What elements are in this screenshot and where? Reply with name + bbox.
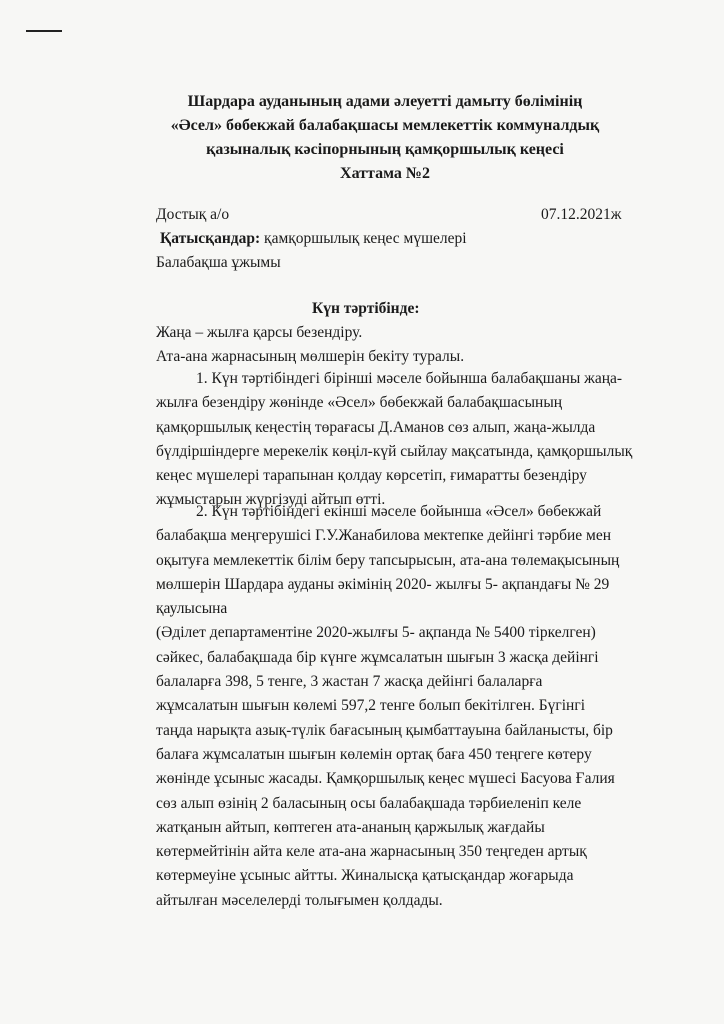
paragraph-2-line: 2. Күн тәртібіндегі екінші мәселе бойынша «Әсел» бөбекжай [196,503,602,520]
agenda-item-1: Жаңа – жылға қарсы безендіру. [156,324,363,341]
paragraph-2 [156,500,656,913]
paragraph-2-line: (Әділет департаментіне 2020-жылғы 5- ақпанда № 5400 тіркелген) [156,624,596,642]
paragraph-1-line: бүлдіршіндерге мерекелік көңіл-күй сыйлау мақсатында, қамқоршылық [156,442,633,460]
paragraph-2-line: оқытуға мемлекеттік білім беру тапсырысын, ата-ана төлемақысының [156,551,620,569]
paragraph-2-line: мөлшерін Шардара ауданы әкімінің 2020- жылғы 5- ақпандағы № 29 [156,575,610,593]
paragraph-2-line: жұмсалатын шығын көлемі 597,2 тенге болып бекітілген. Бүгінгі [156,697,586,715]
paragraph-1-line: кеңес мүшелері тарапынан қолдау көрсетіп, ғимаратты безендіру [156,467,587,485]
paragraph-2-line: жөнінде ұсыныс жасады. Қамқоршылық кеңес мүшесі Басуова Ғалия [156,770,615,788]
paragraph-1 [156,367,656,513]
header-line-2: «Әсел» бөбекжай балабақшасы мемлекеттік коммуналдық [170,117,600,134]
paragraph-1-line: жылға безендіру жөнінде «Әсел» бөбекжай балабақшасының [156,394,563,412]
agenda-heading: Күн тәртібінде: [312,300,420,317]
paragraph-2-line: балаға жұмсалатын шығын көлемін ортақ баға 450 теңгеге көтеру [156,745,592,763]
agenda-item-2: Ата-ана жарнасының мөлшерін бекіту туралы. [156,348,465,365]
paragraph-2-line: сөз алып өзінің 2 баласының осы балабақшада тәрбиеленіп келе [156,794,582,812]
document-header [150,90,620,186]
paragraph-2-line: көтермейтінін айта келе ата-ана жарнасының 350 теңгеден артық [156,843,587,861]
participants-value: қамқоршылық кеңес мүшелері [260,230,467,247]
header-line-1: Шардара ауданының адами әлеуетті дамыту бөлімінің [187,93,583,110]
document-title: Хаттама №2 [340,165,430,182]
scan-mark [26,30,62,32]
paragraph-2-line: жатқанын айтып, көптеген ата-ананың қаржылық жағдайы [156,818,545,836]
meeting-place: Достық а/о [156,206,230,223]
paragraph-2-line: сәйкес, балабақшада бір күнге жұмсалатын шығын 3 жасқа дейінгі [156,648,599,666]
paragraph-2-line: балаларға 398, 5 тенге, 3 жастан 7 жасқа дейінгі балаларға [156,673,543,691]
paragraph-1-line: жұмыстарын жүргізуді айтып өтті. [156,491,386,509]
participants [160,230,467,248]
paragraph-2-line: көтермеуіне ұсыныс айтты. Жиналысқа қатысқандар жоғарыда [156,867,574,885]
paragraph-2-line: таңда нарықта азық-түлік бағасының қымбаттауына байланысты, бір [156,721,613,739]
meeting-date: 07.12.2021ж [541,206,622,223]
paragraph-2-line: қаулысына [156,600,228,618]
participants-label: Қатысқандар: [160,230,261,247]
paragraph-1-line: қамқоршылық кеңестің төрағасы Д.Аманов сөз алып, жаңа-жылда [156,418,596,436]
participants-line-2: Балабақша ұжымы [156,254,281,271]
paragraph-2-line: балабақша меңгерушісі Г.У.Жанабилова мектепке дейінгі тәрбие мен [156,527,612,545]
header-line-3: қазыналық кәсіпорнының қамқоршылық кеңесі [206,141,564,158]
paragraph-1-line: 1. Күн тәртібіндегі бірінші мәселе бойынша балабақшаны жаңа- [196,370,623,387]
paragraph-2-line: айтылған мәселелерді толығымен қолдады. [156,891,443,909]
